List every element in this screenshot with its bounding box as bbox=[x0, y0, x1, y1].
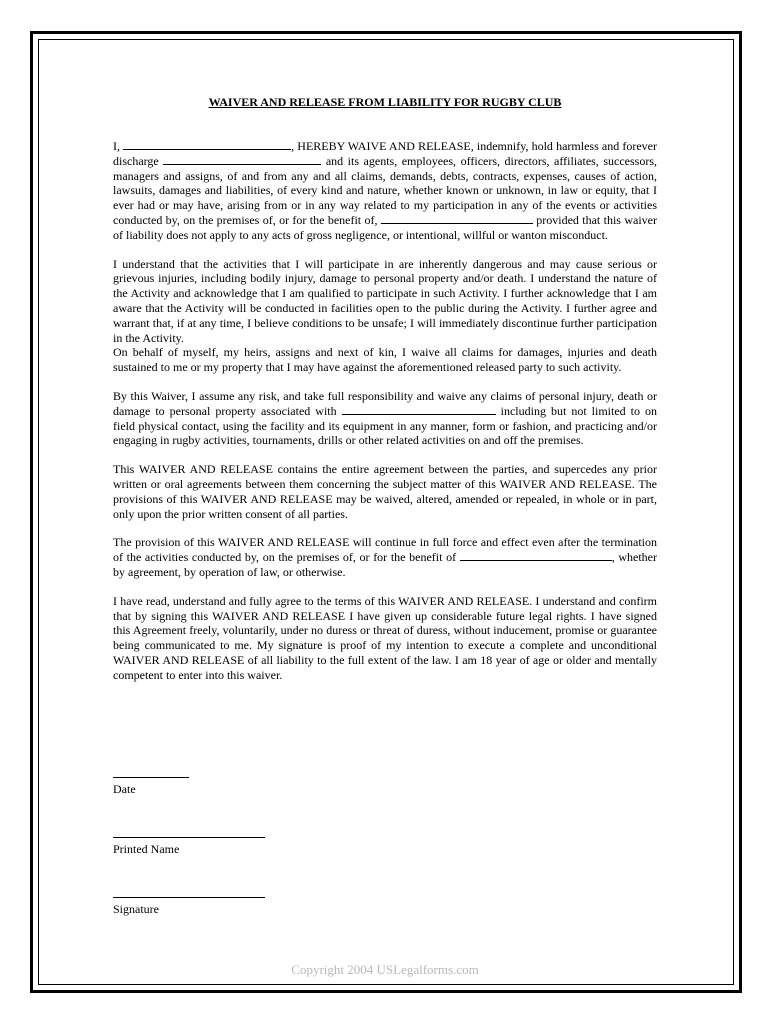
benefit-of-blank[interactable] bbox=[460, 550, 612, 561]
date-field bbox=[113, 777, 189, 796]
associated-with-blank[interactable] bbox=[342, 404, 496, 415]
p5-text-b: , whether by agreement, by operation of law, or otherwise. bbox=[113, 550, 658, 579]
copyright-watermark: Copyright 2004 USLegalforms.com bbox=[291, 962, 479, 977]
paragraph-entire-agreement: This WAIVER AND RELEASE contains the entire agreement between the parties, and supercedes any prior written or oral agreements between them concerning the subject matter of this WAIVER AND RELEASE. The provisions of this WAIVER AND RELEASE may be waived, altered, amended or repealed, in whole or in part, only upon the prior written consent of all parties. bbox=[113, 462, 657, 521]
participant-name-blank[interactable] bbox=[123, 139, 291, 150]
p1-text-a: I, bbox=[113, 139, 124, 153]
paragraph-understanding bbox=[113, 257, 657, 375]
p1-text-c: and its agents, employees, officers, directors, affiliates, successors, managers and assigns, of and from any and all claims, demands, debts, contracts, expenses, causes of action, lawsuits, damages and liabilities, of every kind and nature, whether known or unknown, in law or equity, that I ever had or may have, arising from or in any way related to my participation in any of the events or activities conducted by, on the premises of, or for the benefit of, bbox=[113, 153, 657, 227]
p2-text: I understand that the activities that I will participate in are inherently dangerous and may cause serious or grievous injuries, including bodily injury, damage to personal property and/or death. I understand the nature of the Activity and acknowledge that I am qualified to participate in such Activity. I further acknowledge that I am aware that the Activity will be conducted in facilities open to the public during the Activity. I further agree and warrant that, if at any time, I believe conditions to be unsafe; I will immediately discontinue further participation in the Activity. bbox=[113, 256, 657, 345]
printed-name-label: Printed Name bbox=[113, 842, 180, 856]
signature-label: Signature bbox=[113, 902, 159, 916]
paragraph-continuation bbox=[113, 535, 657, 579]
club-name-blank[interactable] bbox=[163, 154, 321, 165]
p2b-text: On behalf of myself, my heirs, assigns and next of kin, I waive all claims for damages, injuries and death sustained to me or my property that I may have against the aforementioned released party to such activity. bbox=[113, 345, 657, 375]
paragraph-assume-risk bbox=[113, 389, 657, 448]
p5-text-a: The provision of this WAIVER AND RELEASE will continue in full force and effect even after the termination of the activities conducted by, on the premises of, or for the benefit of bbox=[113, 535, 657, 565]
p3-text-b: including but not limited to on field physical contact, using the facility and its equipment in any manner, form or fashion, and practicing and/or engaging in rugby activities, tournaments, drills or other related activities on and off the premises. bbox=[113, 403, 657, 448]
printed-name-line[interactable] bbox=[113, 837, 265, 838]
paragraph-acknowledgement: I have read, understand and fully agree to the terms of this WAIVER AND RELEASE. I understand and confirm that by signing this WAIVER AND RELEASE I have given up considerable future legal rights. I have signed this Agreement freely, voluntarily, under no duress or threat of duress, without inducement, promise or guarantee being communicated to me. My signature is proof of my intention to execute a complete and unconditional WAIVER AND RELEASE of all liability to the full extent of the law. I am 18 year of age or older and mentally competent to enter into this waiver. bbox=[113, 593, 657, 682]
printed-name-field bbox=[113, 837, 265, 856]
signature-line[interactable] bbox=[113, 897, 265, 898]
paragraph-waiver bbox=[113, 139, 657, 243]
document-body bbox=[113, 95, 657, 683]
p3-text-a: By this Waiver, I assume any risk, and take full responsibility and waive any claims of personal injury, death or damage to personal property associated with bbox=[113, 388, 657, 418]
p1-text-d: provided that this waiver of liability does not apply to any acts of gross negligence, or intentional, willful or wanton misconduct. bbox=[113, 212, 657, 242]
beneficiary-blank[interactable] bbox=[381, 213, 533, 224]
date-label: Date bbox=[113, 782, 136, 796]
date-line[interactable] bbox=[113, 777, 189, 778]
document-title: WAIVER AND RELEASE FROM LIABILITY FOR RUGBY CLUB bbox=[208, 95, 562, 109]
signature-field bbox=[113, 897, 265, 916]
p1-text-b: , HEREBY WAIVE AND RELEASE, indemnify, hold harmless and forever discharge bbox=[113, 139, 658, 168]
